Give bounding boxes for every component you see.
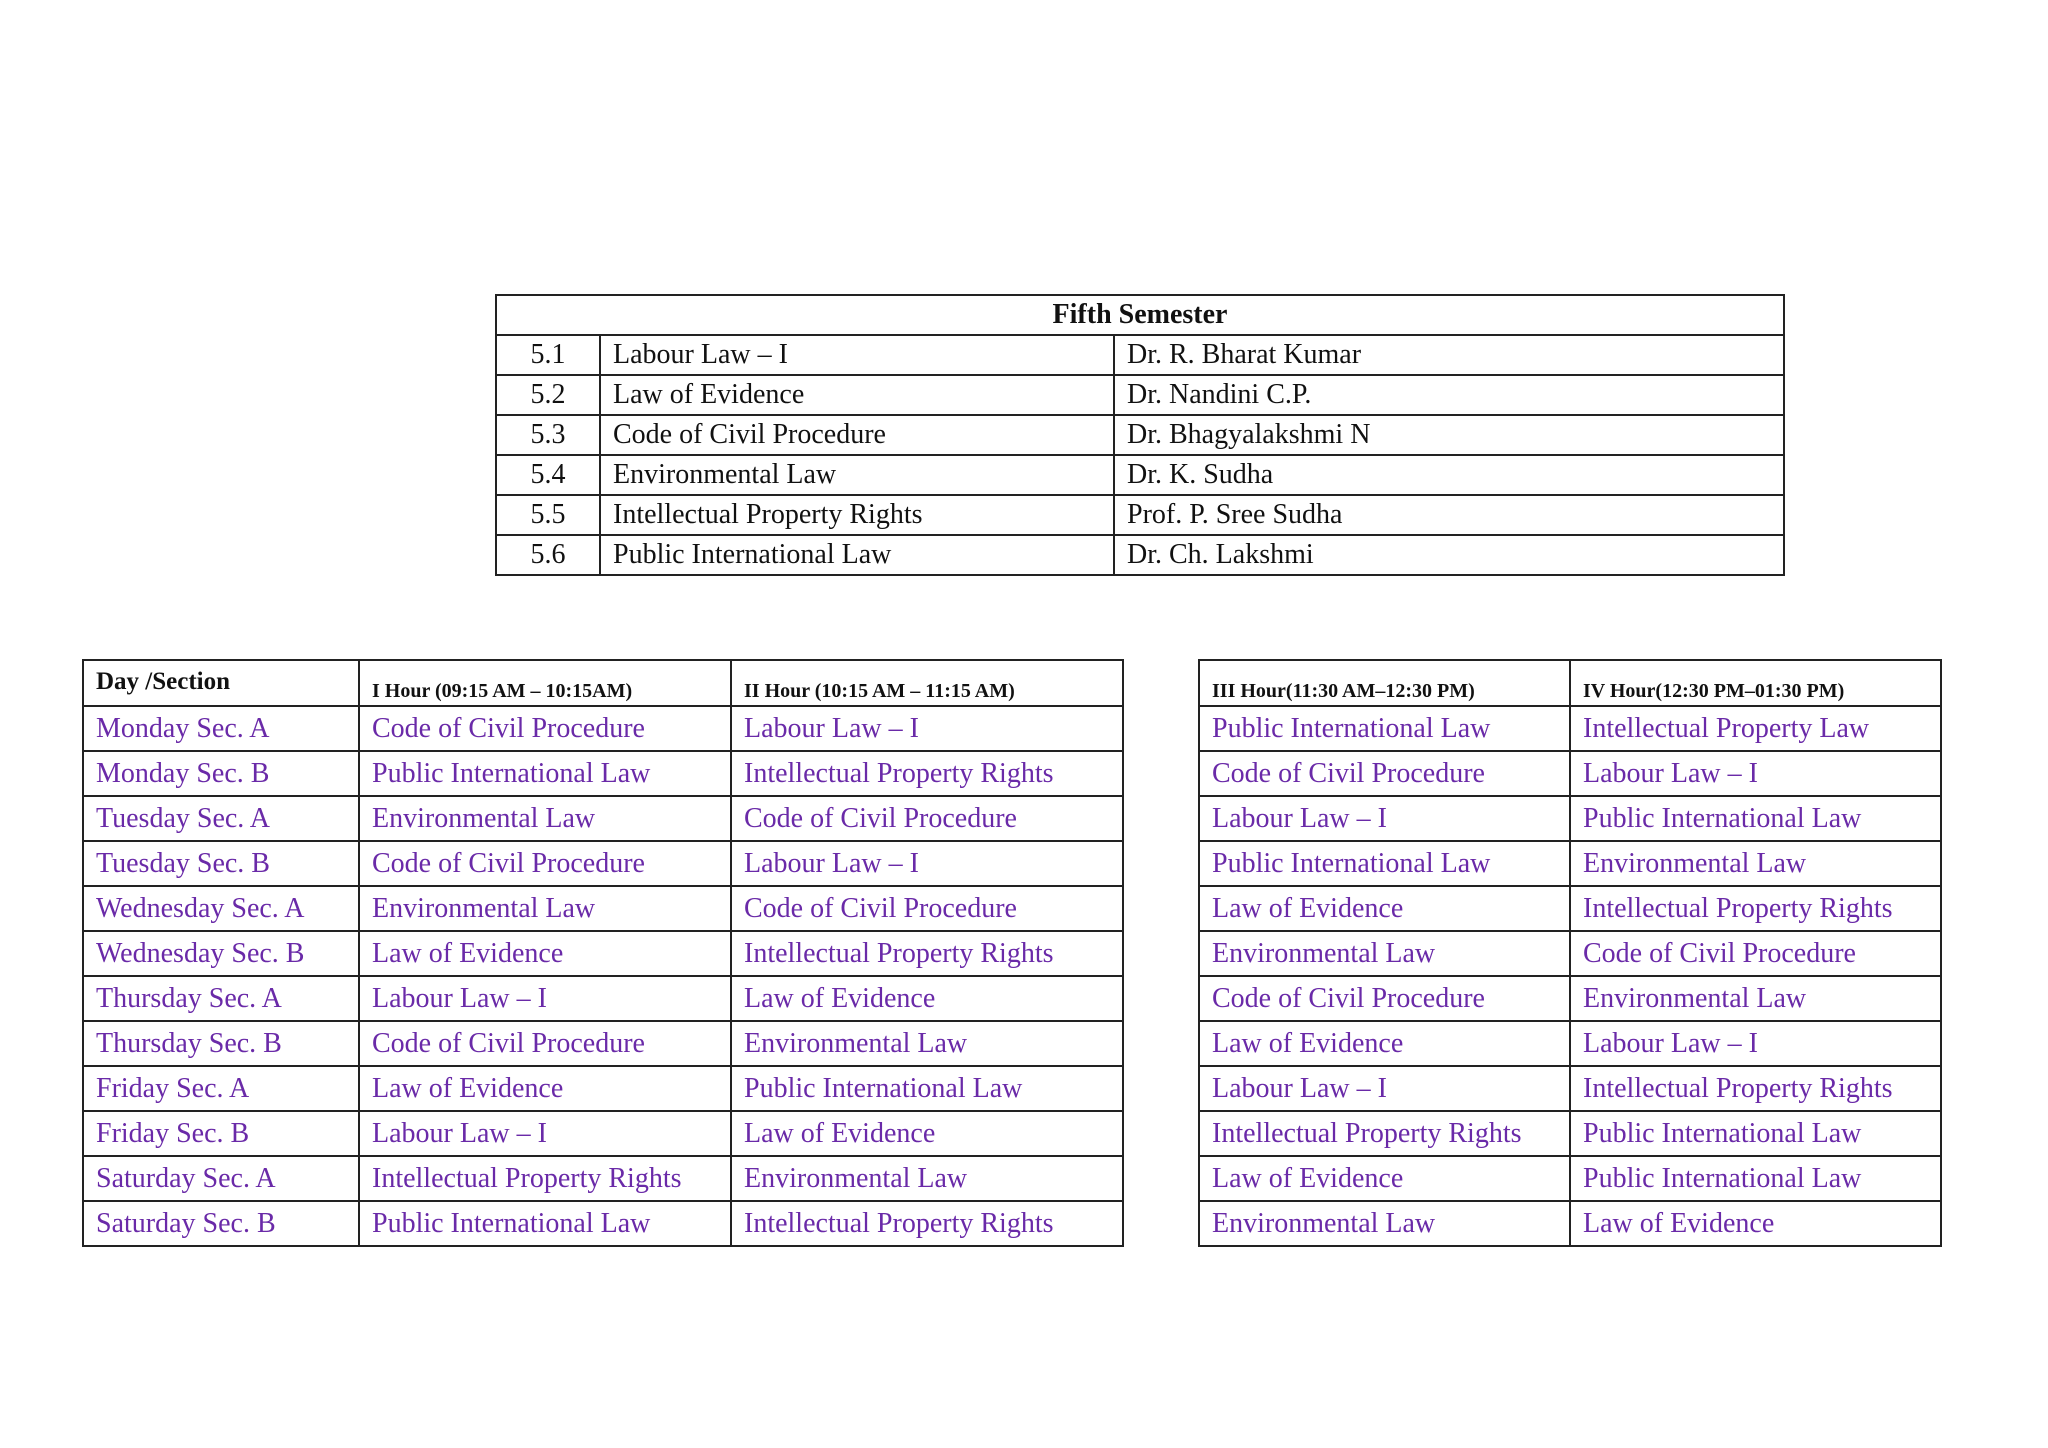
hour-4-cell: Labour Law – I	[1570, 751, 1941, 796]
course-faculty: Dr. Ch. Lakshmi	[1114, 535, 1784, 575]
timetable-row	[1199, 1066, 1941, 1111]
hour-2-cell: Code of Civil Procedure	[731, 886, 1123, 931]
course-faculty: Dr. Bhagyalakshmi N	[1114, 415, 1784, 455]
day-section-cell: Friday Sec. A	[83, 1066, 359, 1111]
day-section-cell: Thursday Sec. A	[83, 976, 359, 1021]
timetable-row	[83, 1156, 1123, 1201]
timetable-row	[1199, 931, 1941, 976]
hour-2-cell: Public International Law	[731, 1066, 1123, 1111]
day-section-cell: Saturday Sec. B	[83, 1201, 359, 1246]
course-row	[496, 495, 1784, 535]
hour-1-cell: Public International Law	[359, 1201, 731, 1246]
hour-2-cell: Labour Law – I	[731, 841, 1123, 886]
timetable-row	[83, 1021, 1123, 1066]
hour-3-cell: Environmental Law	[1199, 1201, 1570, 1246]
course-table-title-row	[496, 295, 1784, 335]
hour-3-cell: Law of Evidence	[1199, 1156, 1570, 1201]
hour-3-cell: Code of Civil Procedure	[1199, 976, 1570, 1021]
day-section-cell: Tuesday Sec. B	[83, 841, 359, 886]
course-row	[496, 335, 1784, 375]
hour-4-cell: Intellectual Property Law	[1570, 706, 1941, 751]
timetable-row	[83, 1201, 1123, 1246]
timetable-row	[1199, 976, 1941, 1021]
hour-2-cell: Law of Evidence	[731, 1111, 1123, 1156]
course-code: 5.1	[496, 335, 600, 375]
course-name: Law of Evidence	[600, 375, 1114, 415]
hour-1-cell: Law of Evidence	[359, 931, 731, 976]
hour-3-cell: Law of Evidence	[1199, 886, 1570, 931]
hour-1-cell: Code of Civil Procedure	[359, 1021, 731, 1066]
timetable-afternoon	[1198, 659, 1942, 1247]
hour-4-header: IV Hour(12:30 PM–01:30 PM)	[1570, 660, 1941, 706]
hour-4-cell: Public International Law	[1570, 1111, 1941, 1156]
timetable-header-row	[83, 660, 1123, 706]
hour-2-cell: Environmental Law	[731, 1156, 1123, 1201]
hour-3-cell: Labour Law – I	[1199, 1066, 1570, 1111]
hour-4-cell: Public International Law	[1570, 796, 1941, 841]
timetable-row	[83, 976, 1123, 1021]
timetable-row	[1199, 1201, 1941, 1246]
timetable-row	[1199, 1111, 1941, 1156]
day-section-header: Day /Section	[83, 660, 359, 706]
hour-3-cell: Public International Law	[1199, 706, 1570, 751]
hour-4-cell: Intellectual Property Rights	[1570, 886, 1941, 931]
hour-1-cell: Labour Law – I	[359, 1111, 731, 1156]
semester-title: Fifth Semester	[496, 295, 1784, 335]
course-name: Labour Law – I	[600, 335, 1114, 375]
hour-4-cell: Environmental Law	[1570, 976, 1941, 1021]
hour-1-cell: Environmental Law	[359, 886, 731, 931]
hour-4-cell: Public International Law	[1570, 1156, 1941, 1201]
course-code: 5.5	[496, 495, 600, 535]
hour-2-cell: Labour Law – I	[731, 706, 1123, 751]
course-code: 5.4	[496, 455, 600, 495]
course-faculty: Dr. R. Bharat Kumar	[1114, 335, 1784, 375]
timetable-morning	[82, 659, 1124, 1247]
hour-4-cell: Environmental Law	[1570, 841, 1941, 886]
hour-4-cell: Code of Civil Procedure	[1570, 931, 1941, 976]
hour-3-cell: Public International Law	[1199, 841, 1570, 886]
day-section-cell: Thursday Sec. B	[83, 1021, 359, 1066]
hour-2-cell: Environmental Law	[731, 1021, 1123, 1066]
timetable-row	[83, 751, 1123, 796]
timetable-row	[1199, 1021, 1941, 1066]
hour-3-cell: Intellectual Property Rights	[1199, 1111, 1570, 1156]
hour-3-cell: Environmental Law	[1199, 931, 1570, 976]
course-row	[496, 375, 1784, 415]
hour-1-cell: Environmental Law	[359, 796, 731, 841]
day-section-cell: Tuesday Sec. A	[83, 796, 359, 841]
timetable-row	[83, 706, 1123, 751]
timetable-row	[83, 931, 1123, 976]
hour-2-header: II Hour (10:15 AM – 11:15 AM)	[731, 660, 1123, 706]
timetable-row	[1199, 706, 1941, 751]
hour-4-cell: Law of Evidence	[1570, 1201, 1941, 1246]
course-name: Public International Law	[600, 535, 1114, 575]
course-faculty: Dr. Nandini C.P.	[1114, 375, 1784, 415]
course-row	[496, 415, 1784, 455]
hour-1-header: I Hour (09:15 AM – 10:15AM)	[359, 660, 731, 706]
course-name: Code of Civil Procedure	[600, 415, 1114, 455]
hour-1-cell: Labour Law – I	[359, 976, 731, 1021]
hour-1-cell: Code of Civil Procedure	[359, 706, 731, 751]
course-code: 5.3	[496, 415, 600, 455]
timetable-row	[1199, 886, 1941, 931]
timetable-row	[1199, 796, 1941, 841]
hour-2-cell: Law of Evidence	[731, 976, 1123, 1021]
day-section-cell: Monday Sec. A	[83, 706, 359, 751]
hour-2-cell: Intellectual Property Rights	[731, 931, 1123, 976]
day-section-cell: Monday Sec. B	[83, 751, 359, 796]
day-section-cell: Friday Sec. B	[83, 1111, 359, 1156]
course-code: 5.6	[496, 535, 600, 575]
hour-3-cell: Law of Evidence	[1199, 1021, 1570, 1066]
hour-4-cell: Labour Law – I	[1570, 1021, 1941, 1066]
course-name: Intellectual Property Rights	[600, 495, 1114, 535]
course-faculty: Prof. P. Sree Sudha	[1114, 495, 1784, 535]
hour-2-cell: Code of Civil Procedure	[731, 796, 1123, 841]
day-section-cell: Wednesday Sec. A	[83, 886, 359, 931]
course-name: Environmental Law	[600, 455, 1114, 495]
timetable-row	[1199, 841, 1941, 886]
timetable-row	[83, 1066, 1123, 1111]
timetable-row	[83, 886, 1123, 931]
course-faculty-table	[495, 294, 1785, 576]
hour-2-cell: Intellectual Property Rights	[731, 1201, 1123, 1246]
timetable-row	[83, 1111, 1123, 1156]
timetable-row	[83, 796, 1123, 841]
timetable-row	[1199, 751, 1941, 796]
course-row	[496, 535, 1784, 575]
hour-2-cell: Intellectual Property Rights	[731, 751, 1123, 796]
hour-4-cell: Intellectual Property Rights	[1570, 1066, 1941, 1111]
hour-3-header: III Hour(11:30 AM–12:30 PM)	[1199, 660, 1570, 706]
hour-3-cell: Labour Law – I	[1199, 796, 1570, 841]
day-section-cell: Wednesday Sec. B	[83, 931, 359, 976]
course-row	[496, 455, 1784, 495]
day-section-cell: Saturday Sec. A	[83, 1156, 359, 1201]
course-faculty: Dr. K. Sudha	[1114, 455, 1784, 495]
hour-1-cell: Law of Evidence	[359, 1066, 731, 1111]
timetable-row	[1199, 1156, 1941, 1201]
hour-1-cell: Code of Civil Procedure	[359, 841, 731, 886]
hour-3-cell: Code of Civil Procedure	[1199, 751, 1570, 796]
timetable-header-row	[1199, 660, 1941, 706]
timetable-row	[83, 841, 1123, 886]
course-code: 5.2	[496, 375, 600, 415]
hour-1-cell: Intellectual Property Rights	[359, 1156, 731, 1201]
hour-1-cell: Public International Law	[359, 751, 731, 796]
